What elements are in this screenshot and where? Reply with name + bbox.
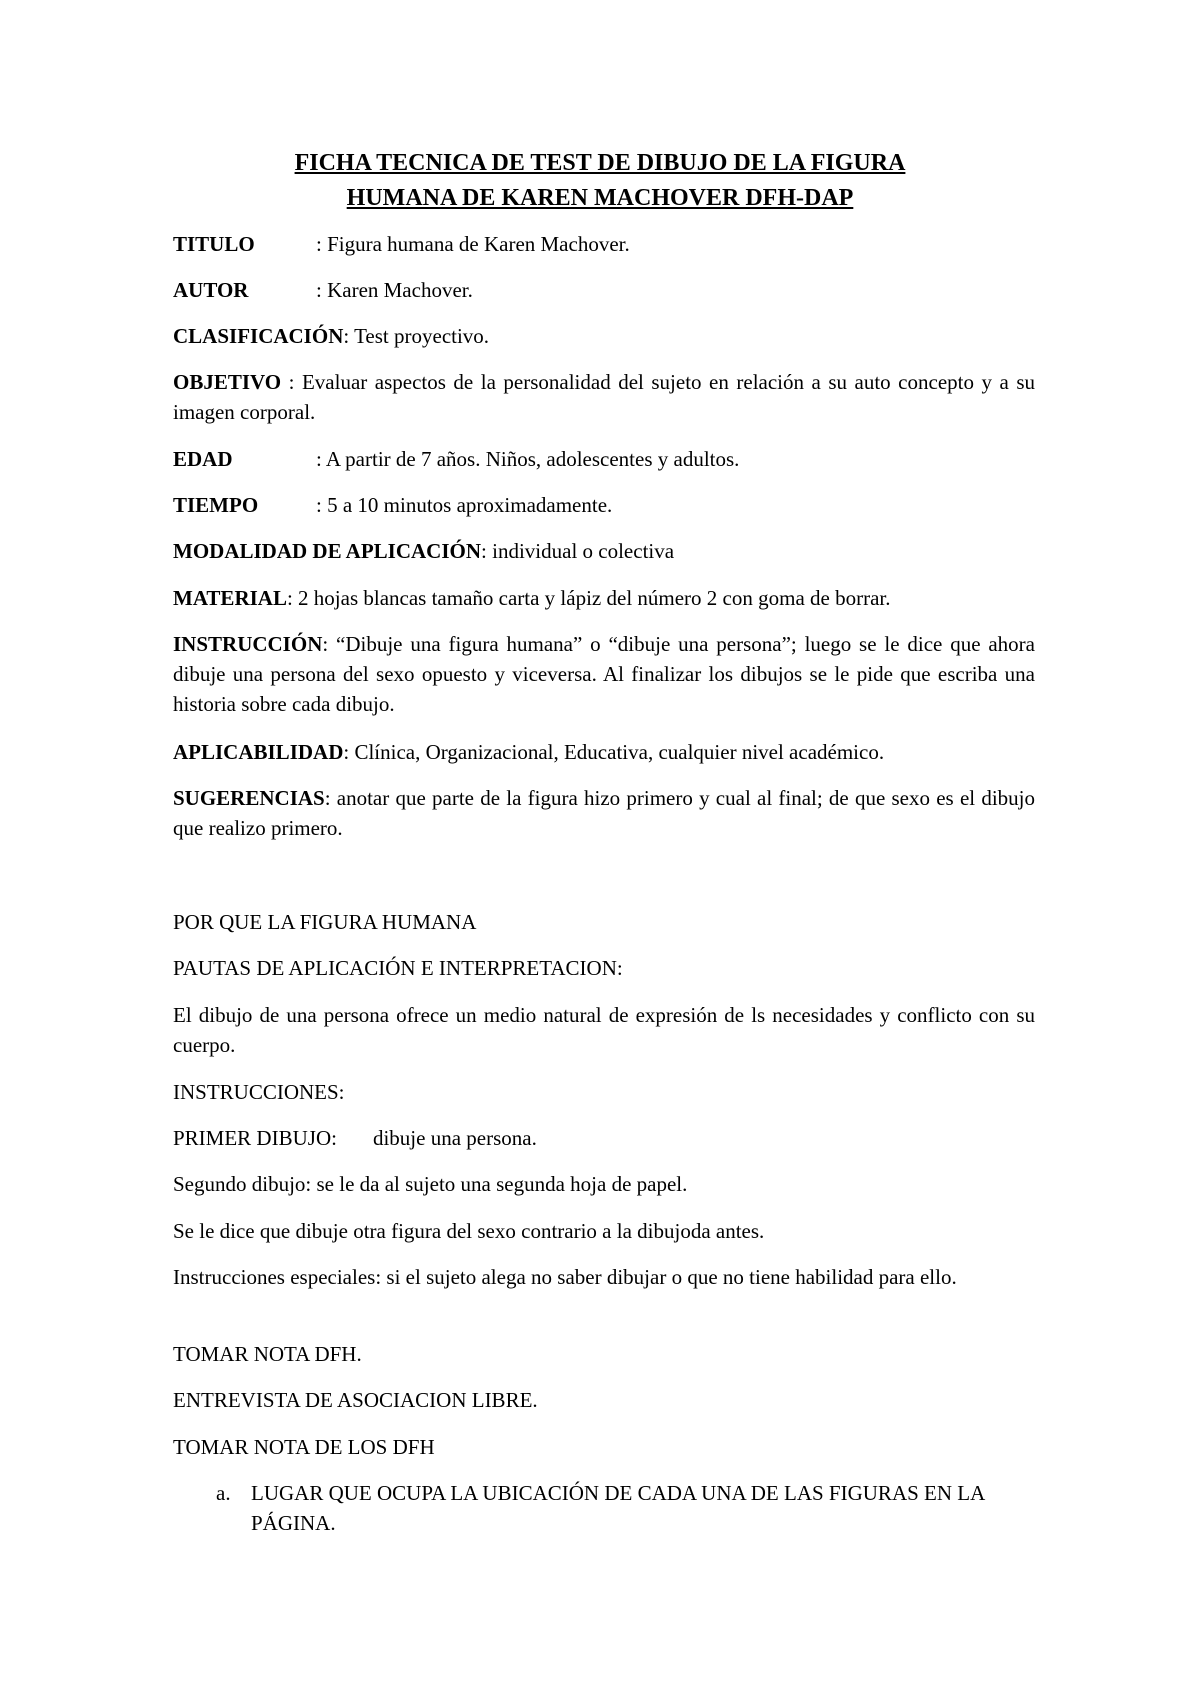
field-value: : Test proyectivo. <box>343 324 490 348</box>
field-value: : anotar que parte de la figura hizo primero y cual al final; de que sexo es el dibujo que realizo primero. <box>173 786 1035 840</box>
field-sugerencias <box>173 783 1035 843</box>
field-label: AUTOR <box>173 278 249 302</box>
heading-pautas: PAUTAS DE APLICACIÓN E INTERPRETACION: <box>173 956 623 980</box>
primer-dibujo-label: PRIMER DIBUJO: <box>173 1126 337 1150</box>
field-tiempo <box>173 490 1035 520</box>
field-label: MATERIAL <box>173 586 287 610</box>
paragraph-segundo-dibujo: Segundo dibujo: se le da al sujeto una segunda hoja de papel. <box>173 1172 688 1196</box>
field-clasificacion <box>173 321 1035 351</box>
field-label: SUGERENCIAS <box>173 786 325 810</box>
field-material <box>173 583 1035 613</box>
field-label: EDAD <box>173 447 233 471</box>
heading-por-que: POR QUE LA FIGURA HUMANA <box>173 910 477 934</box>
field-value: : Figura humana de Karen Machover. <box>316 232 630 256</box>
field-value: : individual o colectiva <box>481 539 675 563</box>
field-value: : “Dibuje una figura humana” o “dibuje una persona”; luego se le dice que ahora dibuje una persona del sexo opuesto y viceversa. Al finalizar los dibujos se le pide que escriba una historia sobre cada dibujo. <box>173 632 1035 716</box>
field-titulo <box>173 229 1035 259</box>
field-autor <box>173 275 1035 305</box>
field-edad <box>173 444 1035 474</box>
document-title-line-2: HUMANA DE KAREN MACHOVER DFH-DAP <box>346 185 854 211</box>
field-label: INSTRUCCIÓN <box>173 632 323 656</box>
field-value: : Karen Machover. <box>316 278 473 302</box>
primer-dibujo-line <box>173 1123 1035 1153</box>
primer-dibujo-text: dibuje una persona. <box>372 1126 537 1150</box>
field-instruccion <box>173 629 1035 719</box>
paragraph-tomar-nota-de-los: TOMAR NOTA DE LOS DFH <box>173 1435 435 1459</box>
field-value: : Clínica, Organizacional, Educativa, cualquier nivel académico. <box>343 740 885 764</box>
heading-instrucciones: INSTRUCCIONES: <box>173 1080 345 1104</box>
field-objetivo <box>173 367 1035 427</box>
list-item-letter: a. <box>216 1481 231 1505</box>
paragraph-tomar-nota-dfh: TOMAR NOTA DFH. <box>173 1342 362 1366</box>
field-modalidad <box>173 536 1035 566</box>
field-value: : A partir de 7 años. Niños, adolescentes y adultos. <box>316 447 740 471</box>
field-value: : Evaluar aspectos de la personalidad del sujeto en relación a su auto concepto y a su imagen corporal. <box>173 370 1035 424</box>
field-value: : 2 hojas blancas tamaño carta y lápiz del número 2 con goma de borrar. <box>286 586 891 610</box>
paragraph-instrucciones-especiales: Instrucciones especiales: si el sujeto alega no saber dibujar o que no tiene habilidad para ello. <box>173 1265 957 1289</box>
field-label: OBJETIVO <box>173 370 282 394</box>
field-label: TITULO <box>173 232 255 256</box>
field-label: APLICABILIDAD <box>173 740 344 764</box>
list-item-text: LUGAR QUE OCUPA LA UBICACIÓN DE CADA UNA DE LAS FIGURAS EN LA PÁGINA. <box>251 1481 985 1535</box>
field-value: : 5 a 10 minutos aproximadamente. <box>316 493 613 517</box>
paragraph-se-le-dice: Se le dice que dibuje otra figura del sexo contrario a la dibujoda antes. <box>173 1219 765 1243</box>
field-label: CLASIFICACIÓN <box>173 324 344 348</box>
field-aplicabilidad <box>173 737 1035 767</box>
field-label: MODALIDAD DE APLICACIÓN <box>173 539 482 563</box>
document-title-line-1: FICHA TECNICA DE TEST DE DIBUJO DE LA FIGURA <box>294 150 906 176</box>
field-label: TIEMPO <box>173 493 259 517</box>
list-item <box>216 1478 1035 1538</box>
paragraph-entrevista: ENTREVISTA DE ASOCIACION LIBRE. <box>173 1388 538 1412</box>
paragraph-dibujo-persona: El dibujo de una persona ofrece un medio natural de expresión de ls necesidades y conflicto con su cuerpo. <box>173 1003 1035 1057</box>
